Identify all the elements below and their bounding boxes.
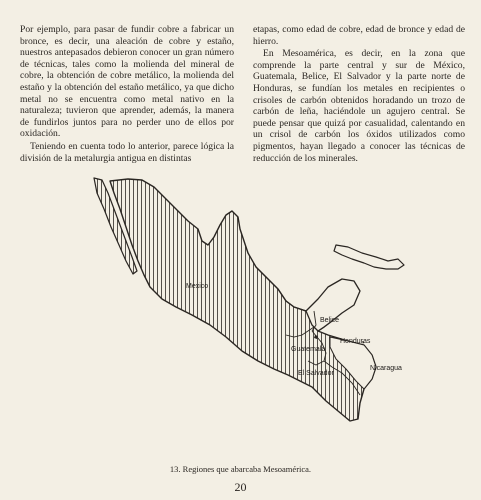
right-text-column — [253, 24, 465, 164]
mesoamerica-map — [80, 175, 420, 450]
right-paragraph-2: En Mesoamérica, es decir, en la zona que comprende la parte central y sur de México, Guatemala, Belice, El Salvador y la parte norte de Honduras, se fundían los metales en recipientes o crisoles de carbón obtenidos horadando un trozo de carbón de leña, haciéndole un agujero central. Se puede pensar que quizá por casualidad, calentando en un crisol de carbón los óxidos utilizados como pigmentos, hayan llegado a conocer las técnicas de reducción de los minerales. — [253, 48, 465, 164]
label-honduras: Honduras — [340, 338, 371, 345]
left-text-column — [20, 24, 234, 164]
label-guatemala: Guatemala — [291, 346, 326, 353]
page-number: 20 — [234, 480, 247, 494]
right-paragraph-1: etapas, como edad de cobre, edad de bronce y edad de hierro. — [253, 24, 465, 47]
left-paragraph-2: Teniendo en cuenta todo lo anterior, parece lógica la división de la metalurgia antigua en distintas — [20, 140, 234, 164]
cuba-island — [334, 245, 404, 269]
left-paragraph-1: Por ejemplo, para pasar de fundir cobre a fabricar un bronce, es decir, una aleación de cobre y estaño, nuestros antepasados debieron conocer un gran número de técnicas, tales como la molienda del mineral de cobre, la obtención de cobre metálico, la molienda del estaño y la obtención del estaño metálico, ya que dicho metal no se encuentra como metal nativo en la naturaleza; tuvieron que aprender, además, la manera de fundirlos juntos para no perder uno de ellos por oxidación. — [20, 24, 234, 140]
label-belice: Belice — [320, 317, 340, 324]
label-mexico: Mexico — [186, 283, 209, 290]
label-el-salvador: El Salvador — [298, 370, 334, 377]
figure-caption: 13. Regiones que abarcaba Mesoamérica. — [169, 464, 312, 474]
label-nicaragua: Nicaragua — [370, 365, 402, 372]
